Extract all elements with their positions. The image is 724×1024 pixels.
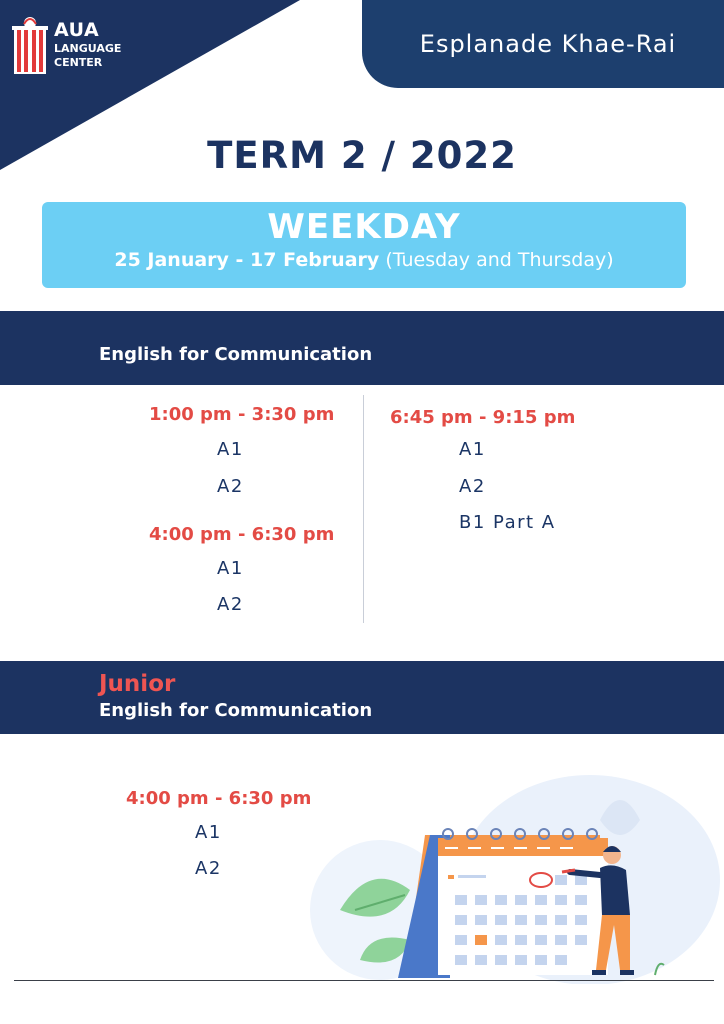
section-header-junior: [0, 661, 724, 734]
weekday-banner: [42, 202, 686, 288]
section-header-english: [0, 311, 724, 385]
branch-banner: [362, 0, 724, 88]
level-item: A2: [217, 476, 244, 497]
section-title: English for Communication: [99, 700, 373, 721]
column-divider: [363, 395, 364, 623]
junior-label: Junior: [99, 671, 176, 697]
aua-pillar-logo-icon: [12, 12, 48, 76]
time-slot: 4:00 pm - 6:30 pm: [126, 788, 312, 809]
logo-subtitle-line-2: CENTER: [54, 55, 103, 69]
time-slot: 4:00 pm - 6:30 pm: [149, 524, 335, 545]
level-item: A2: [195, 858, 222, 879]
branch-name: Esplanade Khae-Rai: [419, 30, 677, 58]
logo-subtitle-line-1: LANGUAGE: [54, 41, 122, 55]
weekday-days: (Tuesday and Thursday): [385, 249, 614, 271]
time-slot: 6:45 pm - 9:15 pm: [390, 407, 576, 428]
time-slot: 1:00 pm - 3:30 pm: [149, 404, 335, 425]
weekday-date-range: [42, 249, 686, 271]
section-title: English for Communication: [99, 344, 373, 365]
level-item: B1 Part A: [459, 512, 556, 533]
level-item: A1: [195, 822, 222, 843]
weekday-dates: 25 January - 17 February: [114, 249, 380, 271]
term-title: TERM 2 / 2022: [207, 134, 517, 177]
level-item: A2: [459, 476, 486, 497]
aua-logo: [12, 12, 121, 76]
logo-title: AUA: [54, 18, 100, 41]
calendar-person-illustration-icon: [300, 760, 724, 984]
weekday-title: WEEKDAY: [267, 207, 461, 247]
level-item: A1: [217, 558, 244, 579]
level-item: A1: [217, 439, 244, 460]
level-item: A2: [217, 594, 244, 615]
level-item: A1: [459, 439, 486, 460]
ground-line: [14, 980, 714, 981]
